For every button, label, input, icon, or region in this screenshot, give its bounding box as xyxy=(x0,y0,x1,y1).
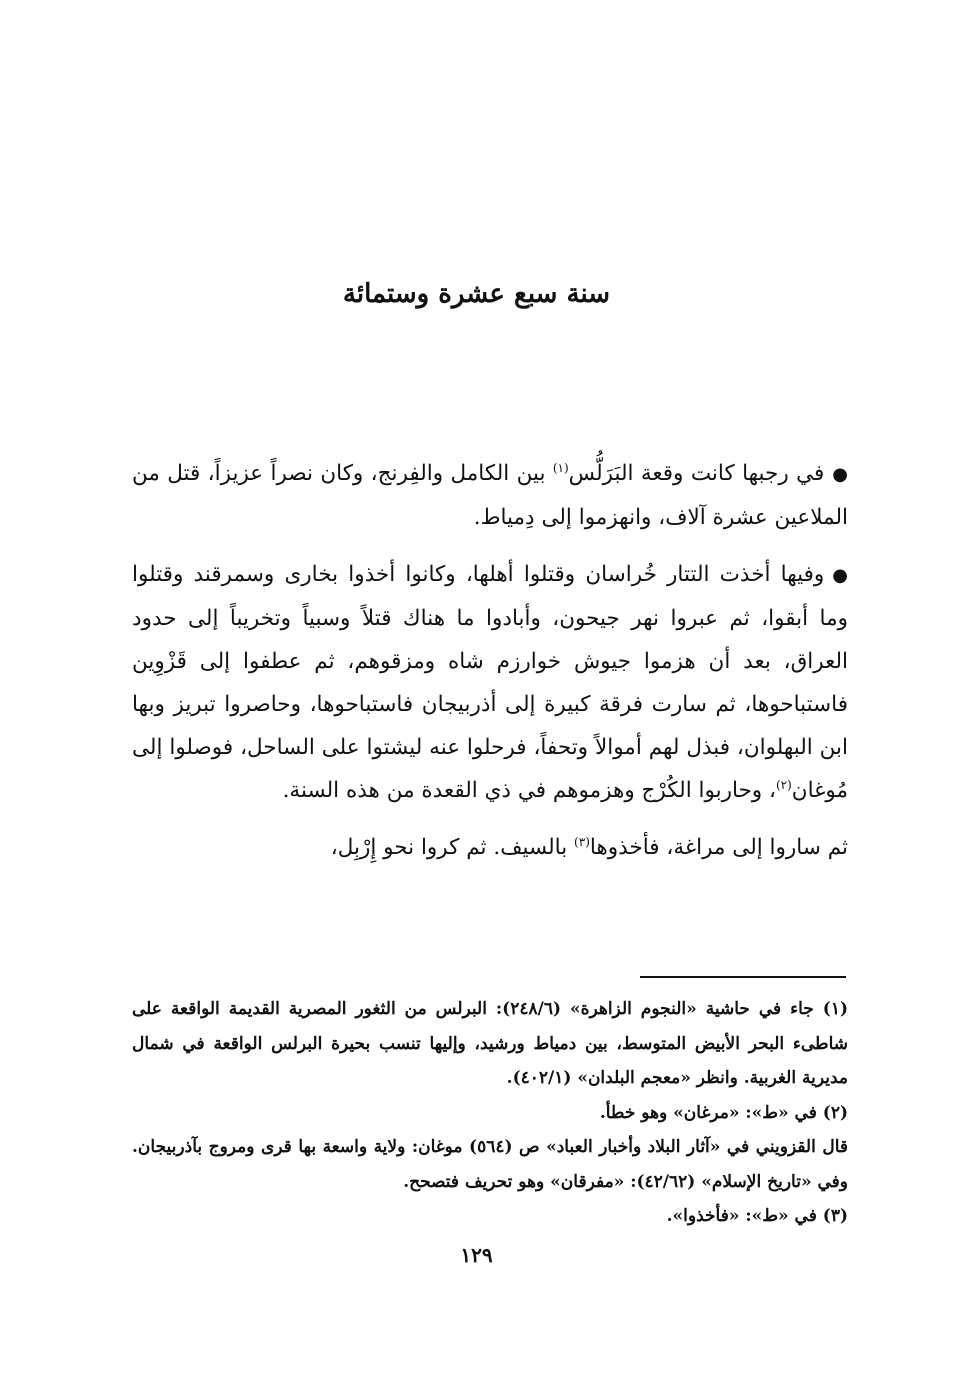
paragraph-3-text-b: بالسيف. ثم كروا نحو إِرْبِل، xyxy=(330,835,575,860)
footnote-ref-2: (٢) xyxy=(775,777,792,792)
paragraph-2-text-a: وفيها أخذت التتار خُراسان وقتلوا أهلها، وكانوا أخذوا بخارى وسمرقند وقتلوا وما أبقوا، ثم عبروا نهر جيحون، وأبادوا ما هناك قتلاً وسبياً وتخريباً إلى حدود العراق، بعد أن هزموا جيوش خوارزم شاه ومزقوهم، ثم عطفوا إلى قَزْوِين فاستباحوها، ثم سارت فرقة كبيرة إلى أذربيجان فاستباحوها، وحاصروا تبريز وبها ابن البهلوان، فبذل لهم أموالاً وتحفاً، فرحلوا عنه ليشتوا على الساحل، فوصلوا إلى مُوغان xyxy=(132,562,848,803)
paragraph-1 xyxy=(132,452,848,539)
footnote-1: (١) جاء في حاشية «النجوم الزاهرة» (٢٤٨/٦): البرلس من الثغور المصرية القديمة الواقعة على شاطىء البحر الأبيض المتوسط، بين دمياط ورشيد، وإليها تنسب بحيرة البرلس الواقعة في شمال مديرية الغربية. وانظر «معجم البلدان» (٤٠٢/١). xyxy=(132,999,848,1088)
footnote-3: (٣) في «ط»: «فأخذوا». xyxy=(666,1206,848,1226)
paragraph-2 xyxy=(132,553,848,812)
footnote-2: (٢) في «ط»: «مرغان» وهو خطأ. xyxy=(599,1102,848,1123)
paragraph-1-text-a: في رجبها كانت وقعة البَرَلُّس xyxy=(568,461,825,486)
chapter-heading: سنة سبع عشرة وستمائة xyxy=(342,279,611,309)
bullet-icon: ● xyxy=(832,565,848,586)
main-text xyxy=(132,452,848,883)
paragraph-3 xyxy=(132,826,848,869)
paragraph-3-text-a: ثم ساروا إلى مراغة، فأخذوها xyxy=(589,835,848,860)
footnotes xyxy=(132,992,848,1234)
footnote-ref-3: (٣) xyxy=(574,834,590,849)
footnote-separator xyxy=(640,976,846,978)
footnote-2-continuation: قال القزويني في «آثار البلاد وأخبار العباد» ص (٥٦٤) موغان: ولاية واسعة بها قرى ومروج بآذربيجان. وفي «تاريخ الإسلام» (٤٢/٦٢): «مفرقان» وهو تحريف فتصحح. xyxy=(132,1137,848,1192)
page-number: ١٢٩ xyxy=(460,1243,493,1267)
paragraph-1-text-b: بين الكامل والفِرنج، وكان نصراً عزيزاً، قتل من الملاعين عشرة آلاف، وانهزموا إلى دِمياط. xyxy=(132,461,848,530)
paragraph-2-text-b: ، وحاربوا الكُرْج وهزموهم في ذي القعدة من هذه السنة. xyxy=(282,778,776,803)
bullet-icon: ● xyxy=(832,464,848,485)
footnote-ref-1: (١) xyxy=(552,460,569,475)
